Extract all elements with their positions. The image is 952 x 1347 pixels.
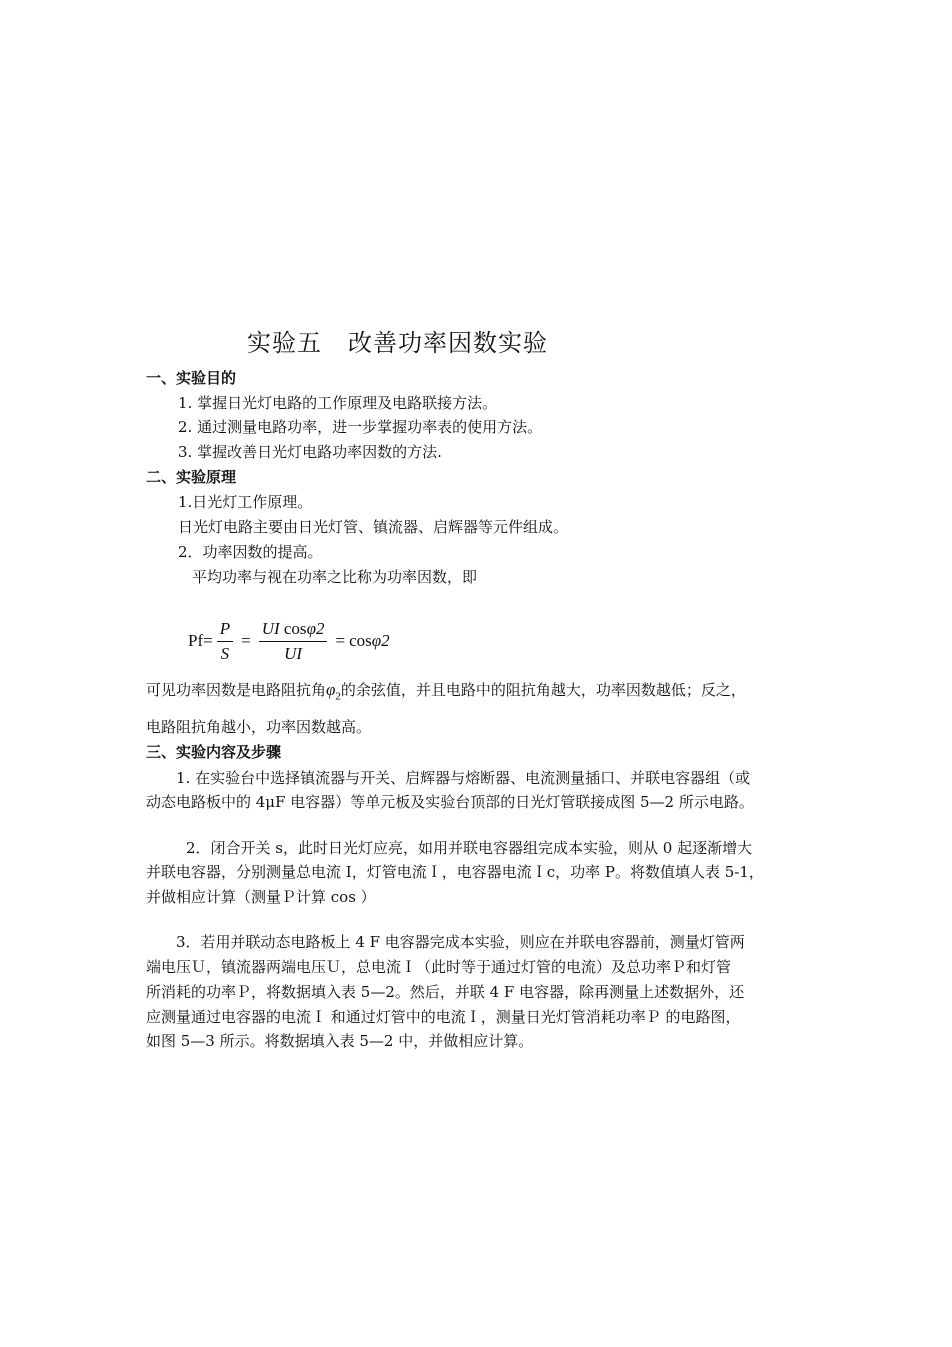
step-3-line-4: 应测量通过电容器的电流Ｉ 和通过灯管中的电流Ｉ，测量日光灯管消耗功率Ｐ 的电路图， bbox=[146, 1008, 741, 1026]
section-heading-purpose: 一、实验目的 bbox=[146, 369, 237, 387]
principle-para-3: 2．功率因数的提高。 bbox=[178, 543, 323, 561]
fraction-1-numerator: P bbox=[217, 619, 233, 642]
principle-para-4: 平均功率与视在功率之比称为功率因数，即 bbox=[192, 568, 478, 586]
step-3-line-1: 3．若用并联动态电路板上 4 F 电容器完成本实验，则应在并联电容器前，测量灯管两 bbox=[176, 933, 745, 951]
para-5-before: 可见功率因数是电路阻抗角 bbox=[146, 681, 327, 699]
fraction-ui-cos bbox=[259, 619, 328, 664]
equals-sign-1: = bbox=[241, 631, 251, 650]
num-cos: cos bbox=[283, 618, 307, 638]
fraction-p-over-s bbox=[217, 619, 233, 664]
fraction-2-numerator bbox=[259, 619, 328, 642]
step-2-line-2: 并联电容器，分别测量总电流 I，灯管电流Ｉ，电容器电流Ｉc，功率 P。将数值填人表 5-1， bbox=[146, 863, 764, 881]
purpose-item-3: 3. 掌握改善日光灯电路功率因数的方法. bbox=[178, 443, 442, 461]
title-part1: 实验五 bbox=[247, 329, 322, 357]
step-3-line-2: 端电压Ｕ，镇流器两端电压Ｕ，总电流Ｉ（此时等于通过灯管的电流）及总功率Ｐ和灯管 bbox=[146, 958, 732, 976]
section-heading-principle: 二、实验原理 bbox=[146, 468, 237, 486]
num-phi: φ2 bbox=[306, 618, 325, 638]
impedance-angle-symbol bbox=[326, 680, 341, 703]
step-1-line-1: 1. 在实验台中选择镇流器与开关、启辉器与熔断器、电流测量插口、并联电容器组（或 bbox=[176, 769, 751, 787]
principle-para-6: 电路阻抗角越小，功率因数越高。 bbox=[146, 718, 372, 736]
num-ui: UI bbox=[261, 618, 280, 638]
principle-para-2: 日光灯电路主要由日光灯管、镇流器、启辉器等元件组成。 bbox=[178, 518, 569, 536]
principle-para-1: 1.日光灯工作原理。 bbox=[178, 493, 313, 511]
principle-para-5 bbox=[146, 679, 746, 707]
para-5-after: 的余弦值，并且电路中的阻抗角越大，功率因数越低；反之， bbox=[340, 681, 746, 699]
step-3-line-3: 所消耗的功率Ｐ，将数据填入表 5—2。然后，并联 4 F 电容器，除再测量上述数据外，还 bbox=[146, 983, 745, 1001]
formula-lhs: Pf= bbox=[188, 631, 213, 650]
power-factor-formula bbox=[188, 614, 390, 668]
section-heading-steps: 三、实验内容及步骤 bbox=[146, 743, 282, 761]
rhs-phi: φ2 bbox=[371, 631, 390, 650]
phi-subscript: 2 bbox=[335, 690, 341, 703]
page-title bbox=[247, 323, 548, 358]
phi-symbol: φ bbox=[326, 680, 336, 699]
fraction-1-denominator: S bbox=[220, 643, 230, 663]
title-part2: 改善功率因数实验 bbox=[348, 329, 548, 357]
purpose-item-1: 1. 掌握日光灯电路的工作原理及电路联接方法。 bbox=[178, 394, 498, 412]
fraction-2-denominator: UI bbox=[284, 643, 303, 663]
rhs-cos: cos bbox=[349, 631, 372, 650]
step-3-line-5: 如图 5—3 所示。将数据填入表 5—2 中，并做相应计算。 bbox=[146, 1032, 534, 1050]
step-2-line-1: 2．闭合开关 s，此时日光灯应亮，如用并联电容器组完成本实验，则从 0 起逐渐增大 bbox=[186, 839, 753, 857]
equals-sign-2: = bbox=[335, 631, 346, 650]
step-1-line-2: 动态电路板中的 4μF 电容器）等单元板及实验台顶部的日光灯管联接成图 5—2 所示电路。 bbox=[146, 793, 754, 811]
step-2-line-3: 并做相应计算（测量Ｐ计算 cos ） bbox=[146, 888, 376, 906]
purpose-item-2: 2. 通过测量电路功率，进一步掌握功率表的使用方法。 bbox=[178, 418, 543, 436]
